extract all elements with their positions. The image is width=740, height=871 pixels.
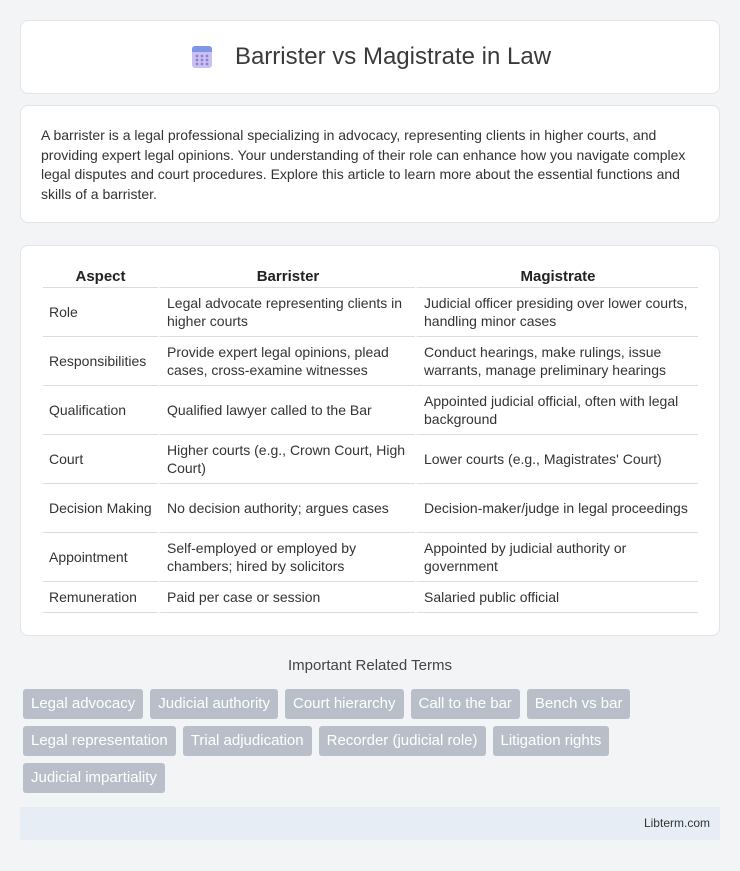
page-title: Barrister vs Magistrate in Law — [234, 43, 552, 70]
cell-barrister: No decision authority; argues cases — [158, 484, 415, 533]
cell-aspect: Appointment — [43, 533, 158, 582]
table-row — [43, 288, 698, 337]
intro-card — [20, 105, 720, 223]
cell-magistrate: Lower courts (e.g., Magistrates' Court) — [415, 435, 698, 484]
cell-magistrate: Appointed judicial official, often with legal background — [415, 386, 698, 435]
cell-barrister: Qualified lawyer called to the Bar — [158, 386, 415, 435]
header-magistrate: Magistrate — [415, 266, 698, 288]
cell-barrister: Legal advocate representing clients in higher courts — [158, 288, 415, 337]
cell-barrister: Self-employed or employed by chambers; hired by solicitors — [158, 533, 415, 582]
tag-court-hierarchy[interactable]: Court hierarchy — [285, 689, 404, 719]
tag-trial-adjudication[interactable]: Trial adjudication — [183, 726, 312, 756]
footer — [20, 807, 720, 840]
cell-magistrate: Salaried public official — [415, 582, 698, 613]
tag-judicial-authority[interactable]: Judicial authority — [150, 689, 278, 719]
intro-text: A barrister is a legal professional specializing in advocacy, representing clients in higher courts, and providing expert legal opinions. Your understanding of their role can enhance how you navigate complex legal disputes and court procedures. Explore this article to learn more about the essential functions and skills of a barrister. — [41, 127, 686, 202]
cell-aspect: Qualification — [43, 386, 158, 435]
tag-judicial-impartiality[interactable]: Judicial impartiality — [23, 763, 165, 793]
cell-magistrate: Decision-maker/judge in legal proceedings — [415, 484, 698, 533]
table-row — [43, 337, 698, 386]
cell-magistrate: Conduct hearings, make rulings, issue warrants, manage preliminary hearings — [415, 337, 698, 386]
tag-recorder-judicial-role[interactable]: Recorder (judicial role) — [319, 726, 486, 756]
cell-barrister: Provide expert legal opinions, plead cases, cross-examine witnesses — [158, 337, 415, 386]
tag-bench-vs-bar[interactable]: Bench vs bar — [527, 689, 631, 719]
cell-magistrate: Appointed by judicial authority or government — [415, 533, 698, 582]
calculator-icon — [189, 44, 215, 70]
tag-legal-representation[interactable]: Legal representation — [23, 726, 176, 756]
table-header-row — [43, 266, 698, 288]
cell-barrister: Paid per case or session — [158, 582, 415, 613]
table-row — [43, 582, 698, 613]
footer-site-link[interactable]: Libterm.com — [643, 816, 710, 830]
cell-aspect: Role — [43, 288, 158, 337]
table-row — [43, 435, 698, 484]
tag-call-to-the-bar[interactable]: Call to the bar — [411, 689, 520, 719]
cell-magistrate: Judicial officer presiding over lower courts, handling minor cases — [415, 288, 698, 337]
comparison-card — [20, 245, 720, 636]
table-row — [43, 533, 698, 582]
cell-aspect: Court — [43, 435, 158, 484]
header-barrister: Barrister — [158, 266, 415, 288]
related-terms-title: Important Related Terms — [288, 657, 452, 674]
table-row — [43, 386, 698, 435]
tag-litigation-rights[interactable]: Litigation rights — [493, 726, 610, 756]
cell-aspect: Decision Making — [43, 484, 158, 533]
comparison-table — [43, 266, 698, 613]
cell-aspect: Responsibilities — [43, 337, 158, 386]
cell-barrister: Higher courts (e.g., Crown Court, High Court) — [158, 435, 415, 484]
header-aspect: Aspect — [43, 266, 158, 288]
tag-legal-advocacy[interactable]: Legal advocacy — [23, 689, 143, 719]
cell-aspect: Remuneration — [43, 582, 158, 613]
table-row — [43, 484, 698, 533]
related-terms-tags — [23, 689, 713, 793]
page-header — [20, 20, 720, 94]
